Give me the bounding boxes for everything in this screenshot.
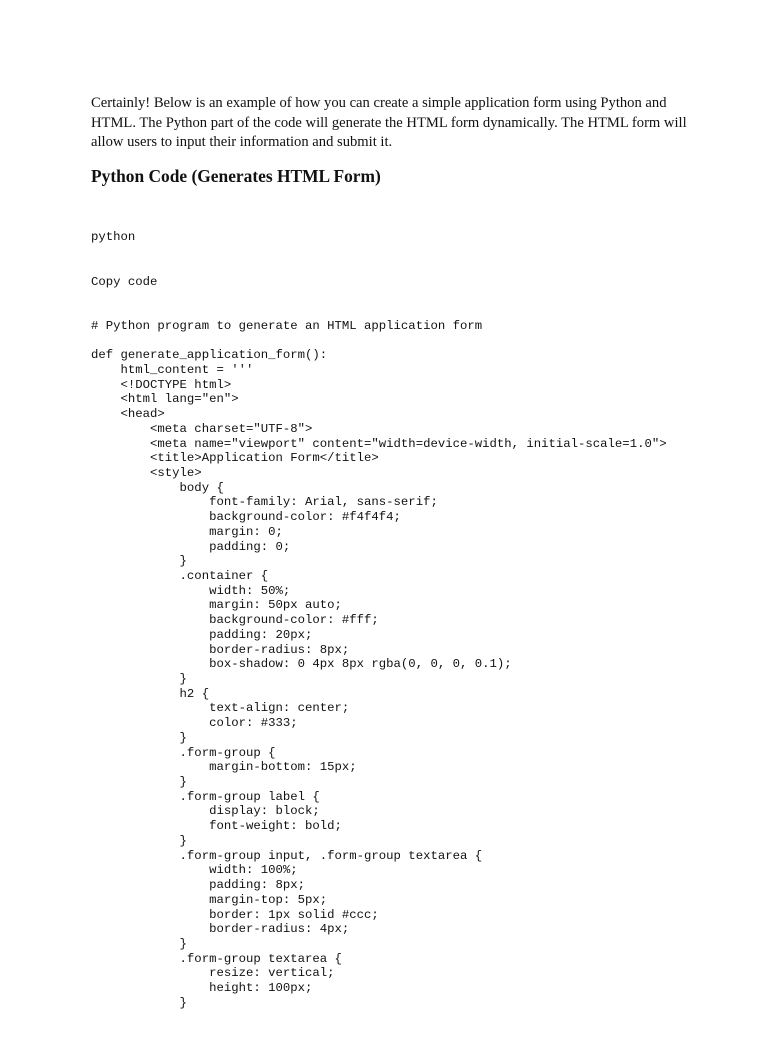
code-line: # Python program to generate an HTML application form [91, 318, 483, 333]
code-line: border: 1px solid #ccc; [91, 907, 379, 922]
code-line: } [91, 730, 187, 745]
code-line: <!DOCTYPE html> [91, 377, 232, 392]
code-line: .form-group { [91, 745, 276, 760]
code-line: width: 50%; [91, 583, 291, 598]
code-line: width: 100%; [91, 863, 298, 878]
section-heading: Python Code (Generates HTML Form) [91, 166, 381, 186]
code-line: display: block; [91, 804, 320, 819]
code-line [91, 333, 667, 348]
code-line: <style> [91, 465, 202, 480]
code-line: .form-group label { [91, 789, 320, 804]
code-line: background-color: #f4f4f4; [91, 510, 401, 525]
code-lines [91, 319, 667, 1011]
code-line: font-weight: bold; [91, 819, 342, 834]
code-line: .container { [91, 568, 269, 583]
code-line: h2 { [91, 686, 210, 701]
copy-code-button[interactable]: Copy code [91, 274, 158, 289]
code-line: <html lang="en"> [91, 392, 239, 407]
code-line: } [91, 833, 187, 848]
code-line: margin-bottom: 15px; [91, 760, 357, 775]
code-language-label: python [91, 230, 136, 245]
code-line: .form-group textarea { [91, 951, 342, 966]
code-line: } [91, 775, 187, 790]
code-line: padding: 8px; [91, 878, 306, 893]
code-line: body { [91, 480, 224, 495]
code-line: <meta charset="UTF-8"> [91, 421, 313, 436]
code-block [91, 201, 667, 1040]
code-line: def generate_application_form(): [91, 348, 328, 363]
code-line: height: 100px; [91, 981, 313, 996]
code-line: .form-group input, .form-group textarea { [91, 848, 483, 863]
code-line: border-radius: 4px; [91, 922, 350, 937]
code-line: box-shadow: 0 4px 8px rgba(0, 0, 0, 0.1); [91, 657, 512, 672]
code-line: font-family: Arial, sans-serif; [91, 495, 438, 510]
code-line: } [91, 995, 187, 1010]
code-line: margin: 0; [91, 524, 283, 539]
code-line: resize: vertical; [91, 966, 335, 981]
intro-paragraph: Certainly! Below is an example of how you can create a simple application form using Python and HTML. The Python part of the code will generate the HTML form dynamically. The HTML form will allow users to input their information and submit it. [91, 95, 687, 150]
code-line: border-radius: 8px; [91, 642, 350, 657]
code-line: color: #333; [91, 716, 298, 731]
code-line: } [91, 554, 187, 569]
code-line: margin: 50px auto; [91, 598, 342, 613]
code-line: margin-top: 5px; [91, 892, 328, 907]
code-line: <head> [91, 407, 165, 422]
code-line: text-align: center; [91, 701, 350, 716]
code-line: } [91, 936, 187, 951]
code-line: } [91, 672, 187, 686]
code-line: background-color: #fff; [91, 613, 379, 628]
code-line: html_content = ''' [91, 362, 254, 377]
code-line: <title>Application Form</title> [91, 451, 379, 466]
code-line: padding: 20px; [91, 627, 313, 642]
code-line: padding: 0; [91, 539, 291, 554]
document-page [91, 94, 691, 1010]
code-line: <meta name="viewport" content="width=device-width, initial-scale=1.0"> [91, 436, 667, 451]
